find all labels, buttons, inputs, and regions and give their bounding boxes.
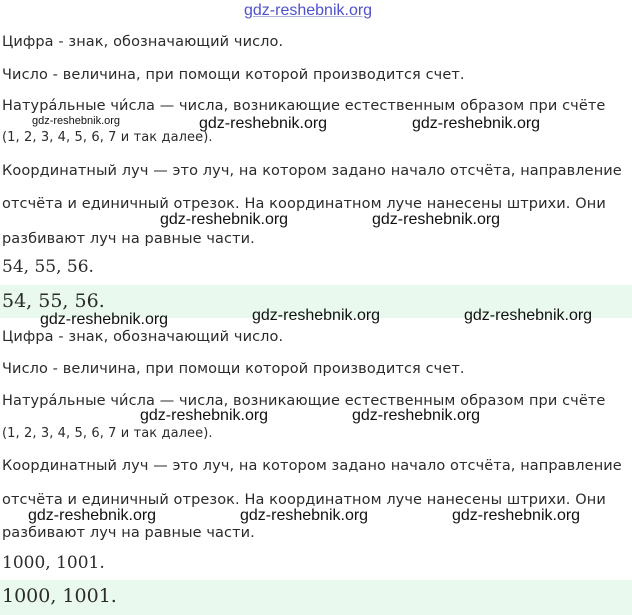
watermark: gdz-reshebnik.org (40, 311, 169, 328)
definition-number: Число - величина, при помощи которой производится счет. (2, 361, 465, 377)
header-watermark[interactable]: gdz-reshebnik.org (244, 2, 373, 19)
watermark: gdz-reshebnik.org (412, 115, 541, 132)
definition-ray-line1: Координатный луч — это луч, на котором задано начало отсчёта, направление (2, 163, 622, 179)
answer-plain: 1000, 1001. (2, 553, 105, 573)
watermark: gdz-reshebnik.org (352, 407, 481, 424)
definition-natural-line2: (1, 2, 3, 4, 5, 6, 7 и так далее). (2, 426, 213, 441)
watermark: gdz-reshebnik.org (372, 211, 501, 228)
watermark: gdz-reshebnik.org (160, 211, 289, 228)
definition-natural-line1: Натура́льные чи́сла — числа, возникающие естественным образом при счёте (2, 393, 606, 409)
definition-ray-line3: разбивают луч на равные части. (2, 231, 255, 247)
watermark: gdz-reshebnik.org (464, 307, 593, 324)
definition-number: Число - величина, при помощи которой производится счет. (2, 67, 465, 83)
watermark: gdz-reshebnik.org (199, 115, 328, 132)
answer-highlight: 54, 55, 56. (2, 290, 105, 312)
definition-ray-line3: разбивают луч на равные части. (2, 525, 255, 541)
definition-digit: Цифра - знак, обозначающий число. (2, 329, 284, 345)
definition-natural-line2: (1, 2, 3, 4, 5, 6, 7 и так далее). (2, 130, 213, 145)
watermark: gdz-reshebnik.org (252, 307, 381, 324)
definition-ray-line1: Координатный луч — это луч, на котором задано начало отсчёта, направление (2, 458, 622, 474)
watermark: gdz-reshebnik.org (140, 407, 269, 424)
definition-ray-line2: отсчёта и единичный отрезок. На координатном луче нанесены штрихи. Они (2, 196, 606, 212)
watermark: gdz-reshebnik.org (240, 507, 369, 524)
definition-ray-line2: отсчёта и единичный отрезок. На координатном луче нанесены штрихи. Они (2, 492, 606, 508)
watermark: gdz-reshebnik.org (32, 115, 121, 127)
definition-natural-line1: Натура́льные чи́сла — числа, возникающие естественным образом при счёте (2, 98, 606, 114)
watermark: gdz-reshebnik.org (28, 507, 157, 524)
answer-plain: 54, 55, 56. (2, 257, 94, 277)
watermark: gdz-reshebnik.org (452, 507, 581, 524)
definition-digit: Цифра - знак, обозначающий число. (2, 34, 284, 50)
answer-highlight: 1000, 1001. (2, 585, 117, 607)
